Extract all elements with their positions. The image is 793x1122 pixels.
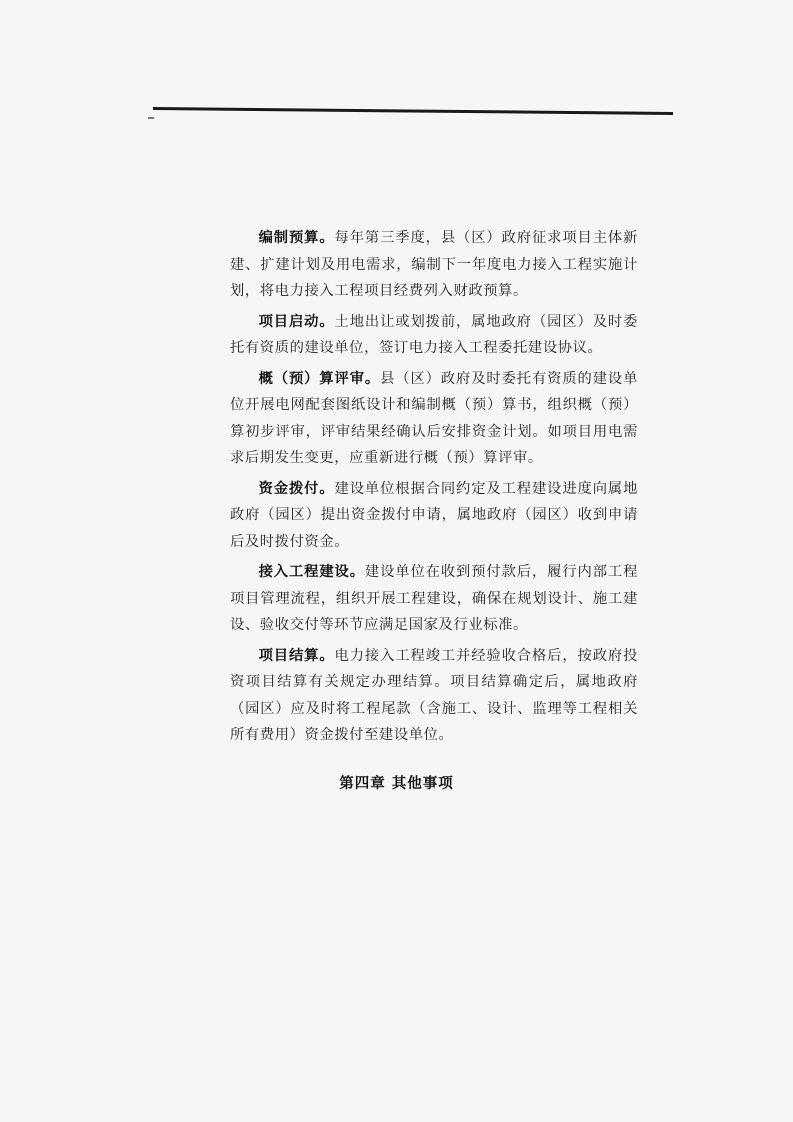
paragraph-lead: 项目启动。 xyxy=(258,313,335,330)
paragraph-estimate-review xyxy=(230,366,638,472)
paragraph-text: 电力接入工程竣工并经验收合格后，按政府投资项目结算有关规定办理结算。项目结算确定后，属地政府（园区）应及时将工程尾款（含施工、设计、监理等工程相关所有费用）资金拨付至建设单位。 xyxy=(230,647,639,743)
paragraph-lead: 接入工程建设。 xyxy=(258,564,365,580)
paragraph-lead: 资金拨付。 xyxy=(258,480,335,497)
paragraph-lead: 项目结算。 xyxy=(258,647,335,664)
paragraph-settlement xyxy=(230,643,638,749)
paragraph-fund-allocation xyxy=(230,476,638,556)
paragraph-construction xyxy=(230,559,638,639)
paragraph-text: 建设单位根据合同约定及工程建设进度向属地政府（园区）提出资金拨付申请，属地政府（园区）收到申请后及时拨付资金。 xyxy=(230,480,639,550)
paragraph-text: 每年第三季度，县（区）政府征求项目主体新建、扩建计划及用电需求，编制下一年度电力接入工程实施计划，将电力接入工程项目经费列入财政预算。 xyxy=(230,230,639,299)
scan-edge-mark xyxy=(148,117,154,119)
paragraph-lead: 编制预算。 xyxy=(258,230,335,246)
paragraph-text: 土地出让或划拨前，属地政府（园区）及时委托有资质的建设单位，签订电力接入工程委托建设协议。 xyxy=(230,313,639,356)
paragraph-lead: 概（预）算评审。 xyxy=(258,370,381,387)
paragraph-text: 县（区）政府及时委托有资质的建设单位开展电网配套图纸设计和编制概（预）算书，组织概（预）算初步评审，评审结果经确认后安排资金计划。如项目用电需求后期发生变更，应重新进行概（预）算评审。 xyxy=(230,370,638,466)
paragraph-project-start xyxy=(230,309,638,362)
chapter-heading: 第四章 其他事项 xyxy=(339,776,454,792)
paragraph-text: 建设单位在收到预付款后，履行内部工程项目管理流程，组织开展工程建设，确保在规划设计、施工建设、验收交付等环节应满足国家及行业标准。 xyxy=(230,564,638,633)
paragraph-budget xyxy=(230,225,638,305)
document-body xyxy=(230,225,638,753)
header-rule xyxy=(153,107,673,115)
